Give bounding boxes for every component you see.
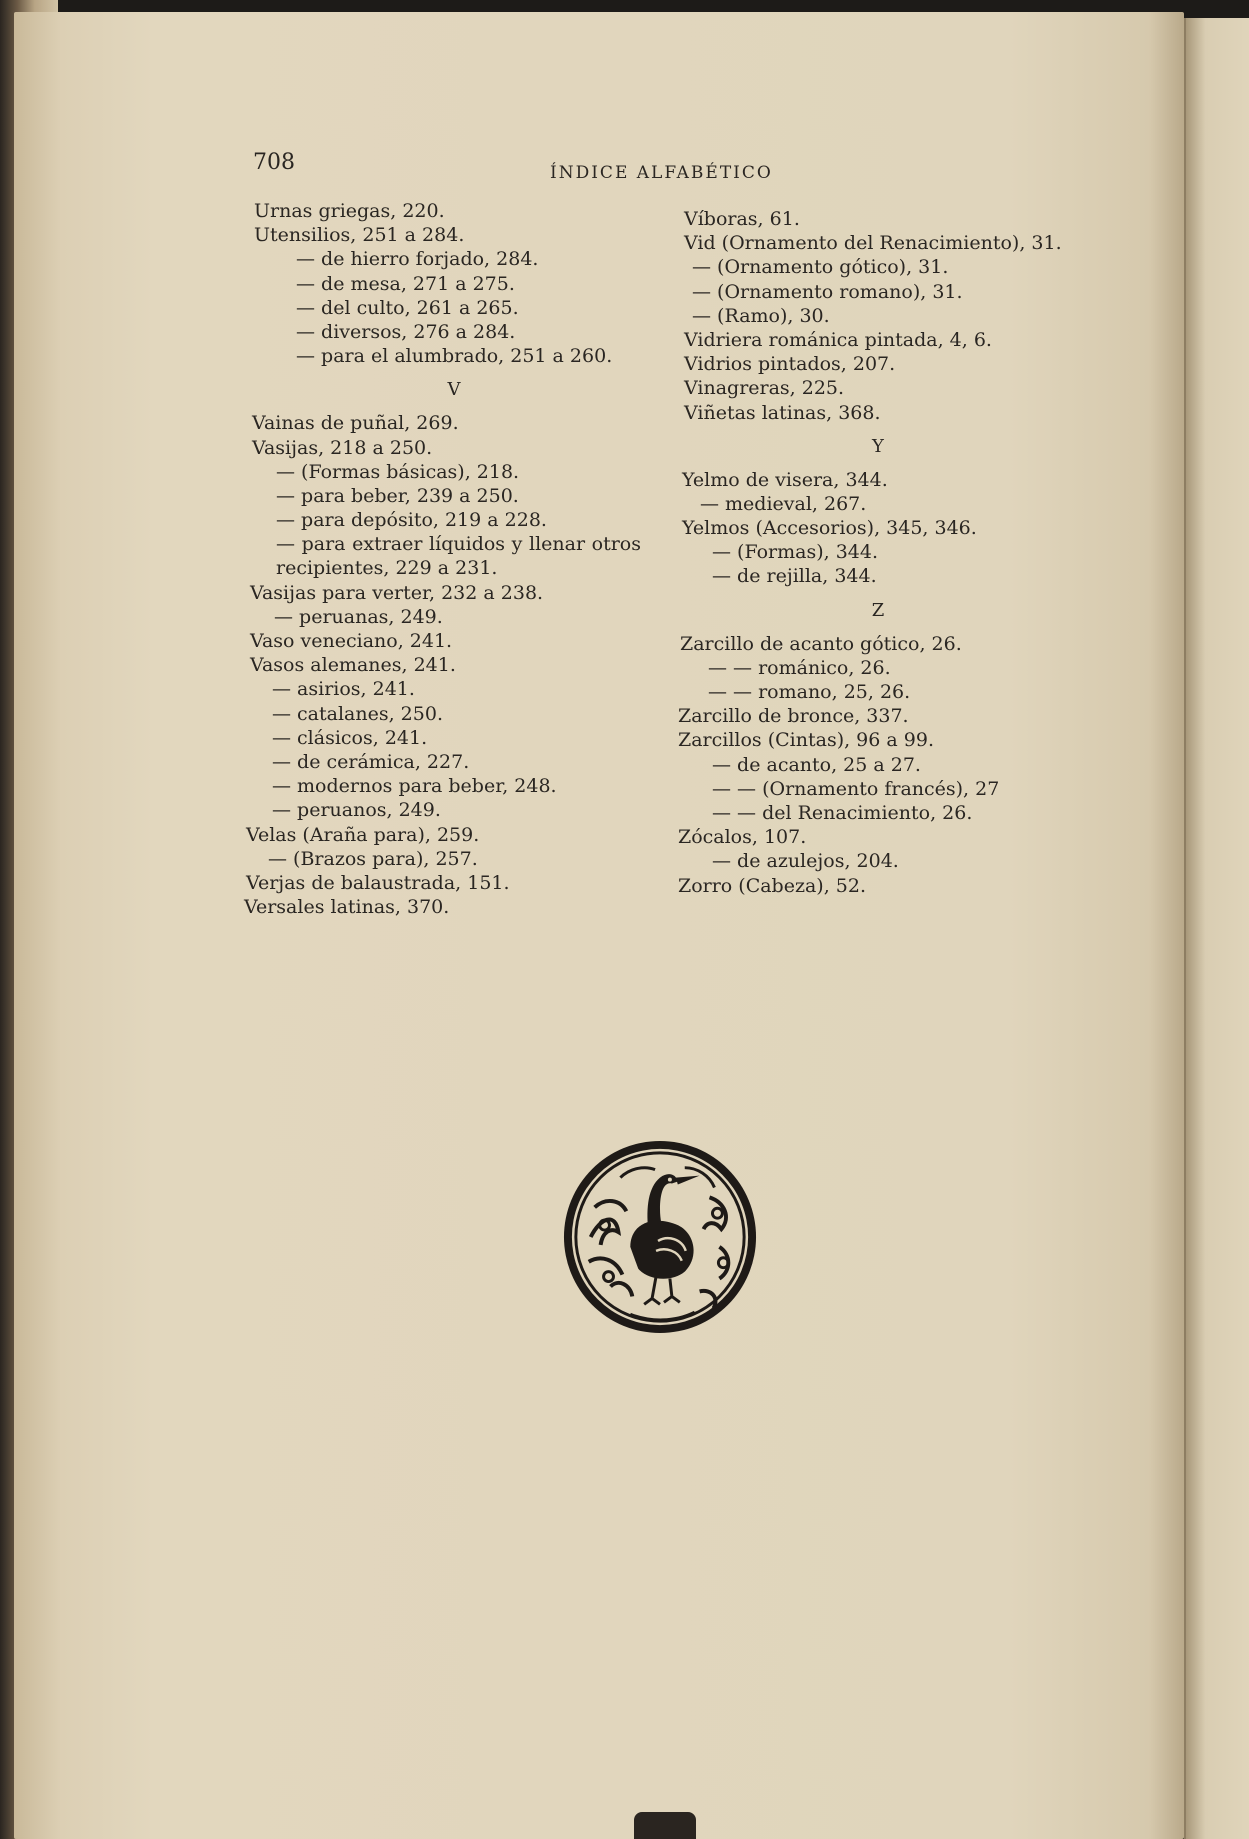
index-entry: Vasijas, 218 a 250.	[252, 436, 433, 459]
index-entry: — (Ornamento gótico), 31.	[692, 256, 949, 279]
section-letter-y: Y	[872, 435, 884, 457]
index-entry: — (Formas), 344.	[712, 541, 879, 564]
index-entry: Urnas griegas, 220.	[254, 200, 445, 222]
index-column-right	[678, 207, 1098, 898]
index-entry: Vidriera románica pintada, 4, 6.	[684, 328, 992, 351]
index-entry: Vidrios pintados, 207.	[684, 353, 896, 376]
index-entry-wrapped: — para extraer líquidos y llenar otros recipientes, 229 a 231.	[276, 533, 641, 580]
index-entry: — modernos para beber, 248.	[272, 775, 557, 798]
index-entry: Zorro (Cabeza), 52.	[678, 874, 867, 897]
index-entry: — de azulejos, 204.	[712, 850, 899, 873]
index-entry: — peruanos, 249.	[272, 799, 441, 822]
index-entry: Viñetas latinas, 368.	[684, 401, 881, 424]
index-entry: Yelmo de visera, 344.	[682, 468, 888, 491]
section-letter-v: V	[447, 379, 461, 401]
bird-plate-emblem-icon	[561, 1138, 759, 1336]
index-entry: Zócalos, 107.	[678, 826, 807, 849]
index-entry: — diversos, 276 a 284.	[296, 320, 516, 343]
page-number: 708	[253, 150, 295, 175]
index-entry: Vasijas para verter, 232 a 238.	[250, 581, 544, 604]
index-entry: — (Brazos para), 257.	[268, 847, 478, 870]
index-entry: — — del Renacimiento, 26.	[712, 801, 973, 824]
index-entry: — — románico, 26.	[708, 656, 891, 679]
index-entry: — de acanto, 25 a 27.	[712, 753, 921, 776]
index-entry: — para beber, 239 a 250.	[276, 484, 519, 507]
index-entry: — de cerámica, 227.	[272, 750, 470, 773]
index-entry: — — (Ornamento francés), 27	[712, 777, 1000, 800]
index-entry: Versales latinas, 370.	[244, 896, 450, 919]
index-entry: Zarcillos (Cintas), 96 a 99.	[678, 729, 934, 752]
index-entry: — (Ramo), 30.	[692, 304, 830, 327]
page-damage-mark	[634, 1812, 696, 1839]
index-column-left	[244, 199, 664, 919]
index-entry: — clásicos, 241.	[272, 726, 428, 749]
index-entry: Vasos alemanes, 241.	[250, 654, 456, 677]
index-entry: Zarcillo de bronce, 337.	[678, 705, 909, 728]
index-entry: — para depósito, 219 a 228.	[276, 509, 547, 532]
index-entry: Vaso veneciano, 241.	[250, 630, 453, 653]
index-entry: Verjas de balaustrada, 151.	[246, 871, 510, 894]
index-entry: — (Ornamento romano), 31.	[692, 280, 963, 303]
section-letter-z: Z	[871, 599, 885, 621]
index-entry: Yelmos (Accesorios), 345, 346.	[682, 517, 977, 540]
index-entry: — peruanas, 249.	[274, 605, 443, 628]
index-entry: — de hierro forjado, 284.	[296, 248, 539, 271]
index-entry: Utensilios, 251 a 284.	[254, 224, 465, 247]
index-entry: Vinagreras, 225.	[684, 377, 845, 400]
facing-page-edge	[1184, 18, 1249, 1839]
index-entry: — de mesa, 271 a 275.	[296, 272, 515, 295]
running-head: ÍNDICE ALFABÉTICO	[550, 163, 773, 183]
index-entry: — de rejilla, 344.	[712, 565, 877, 588]
index-entry: Velas (Araña para), 259.	[246, 823, 480, 846]
index-entry: Víboras, 61.	[684, 208, 800, 230]
index-entry: Vainas de puñal, 269.	[252, 412, 459, 435]
index-entry: — — romano, 25, 26.	[708, 681, 911, 703]
index-entry: — medieval, 267.	[700, 492, 867, 515]
index-entry: — catalanes, 250.	[272, 702, 443, 725]
index-entry: — (Formas básicas), 218.	[276, 460, 520, 483]
index-entry: — del culto, 261 a 265.	[296, 296, 519, 319]
index-entry: Zarcillo de acanto gótico, 26.	[680, 632, 962, 655]
index-entry: — asirios, 241.	[272, 678, 415, 701]
index-entry: — para el alumbrado, 251 a 260.	[296, 345, 613, 368]
index-entry: Vid (Ornamento del Renacimiento), 31.	[684, 232, 1062, 255]
